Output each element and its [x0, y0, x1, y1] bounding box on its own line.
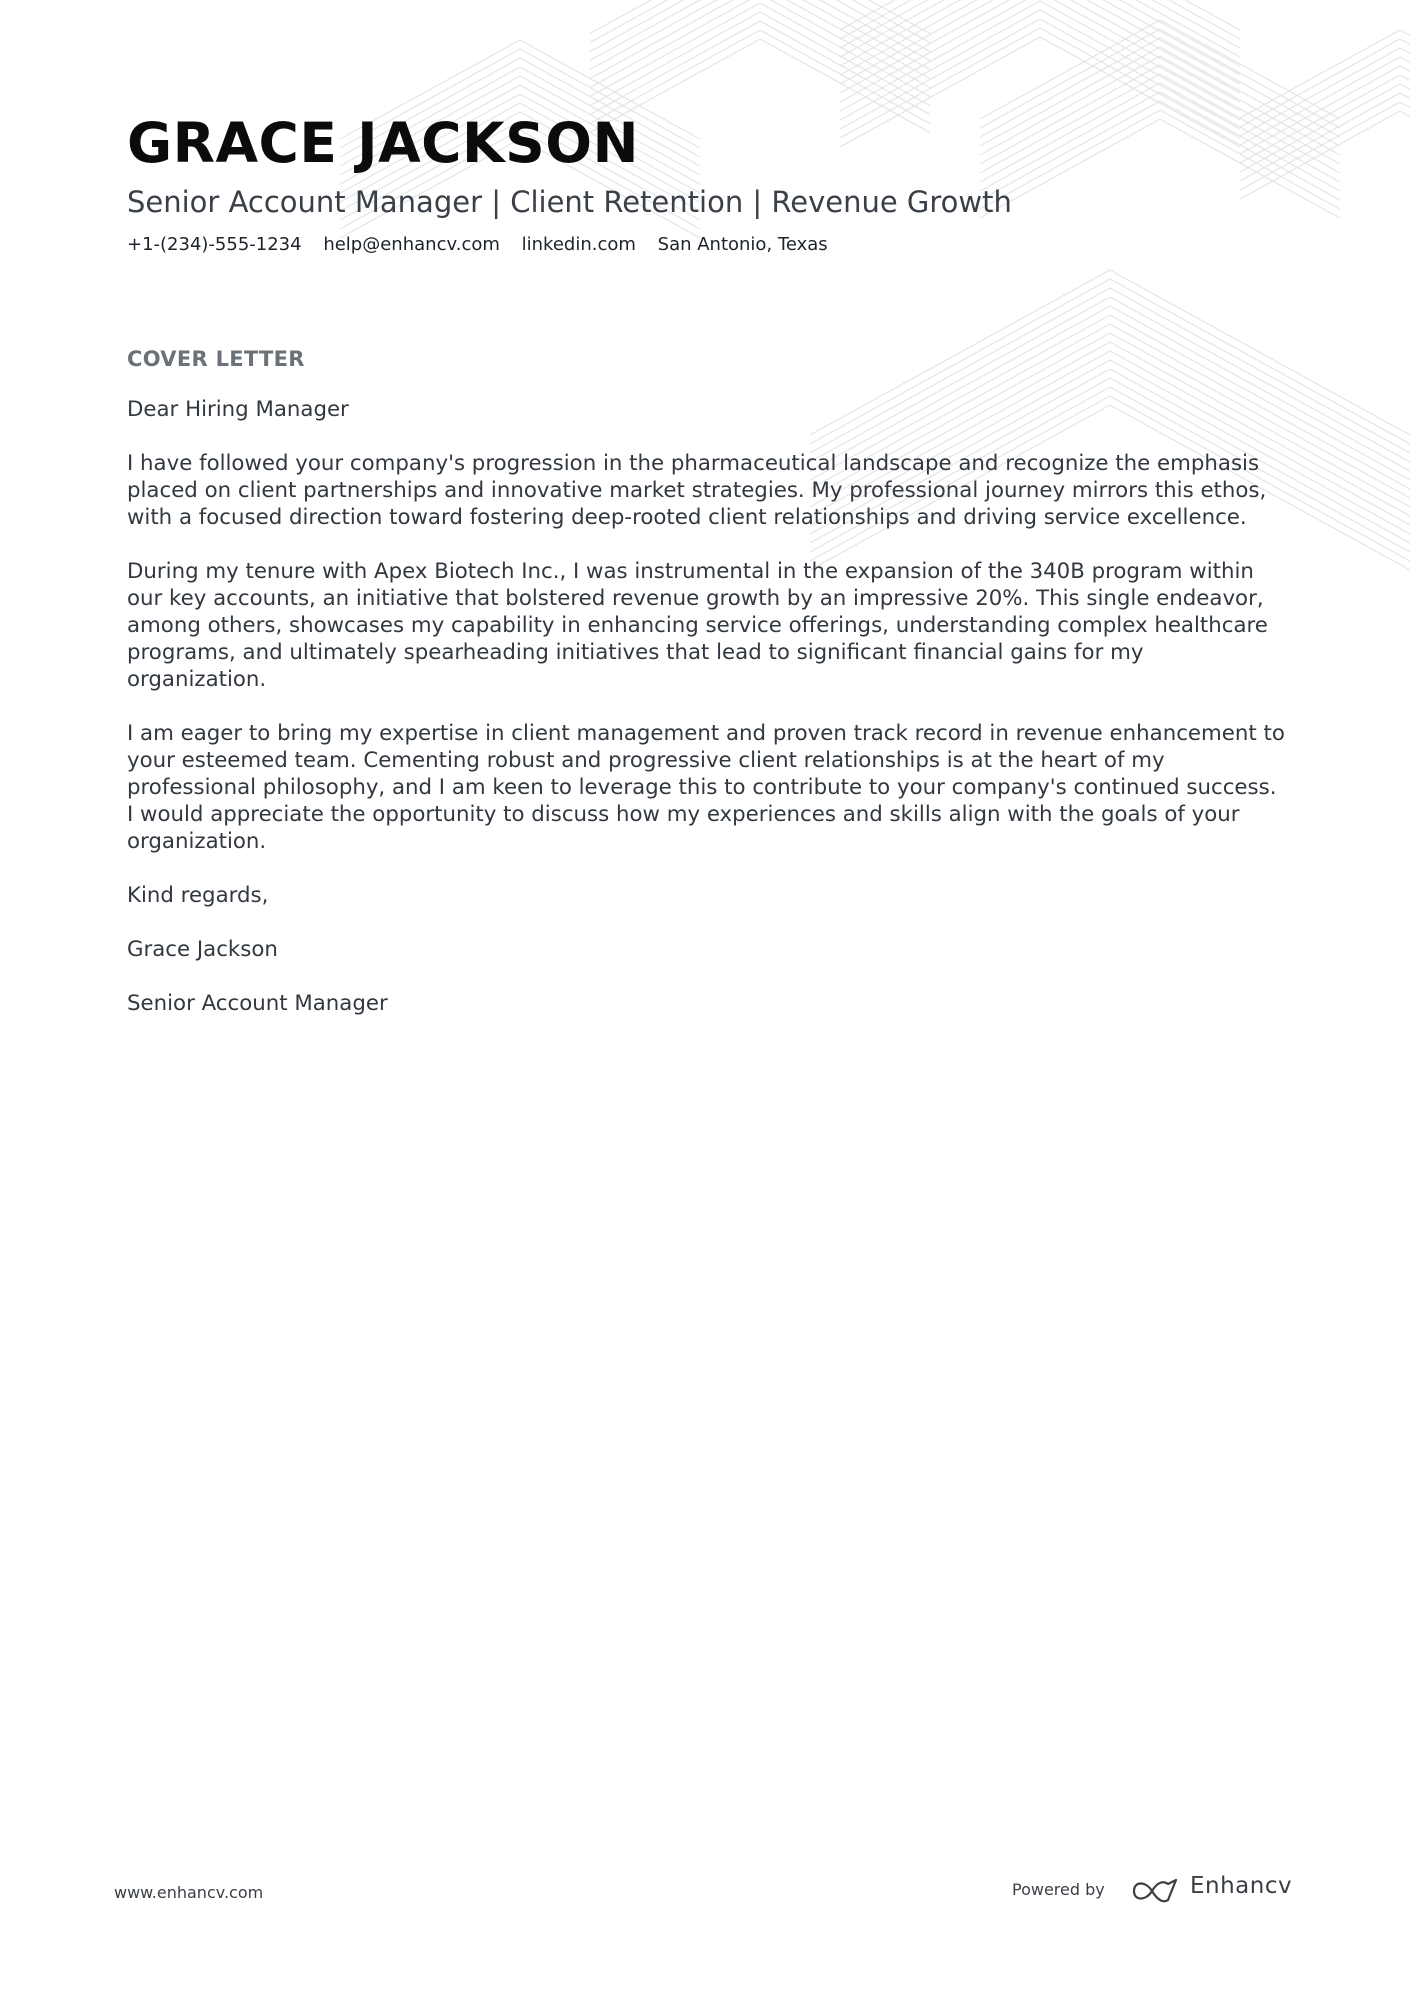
chevron-line [590, 21, 930, 115]
chevron-line [1240, 102, 1410, 190]
chevron-line [840, 0, 1240, 93]
chevron-line [1240, 93, 1410, 181]
chevron-line [590, 0, 930, 79]
closing: Kind regards, [127, 883, 269, 908]
section-title: COVER LETTER [127, 347, 305, 371]
enhancv-logo-icon [1130, 1876, 1180, 1906]
letter-paragraph-2: During my tenure with Apex Biotech Inc., I was instrumental in the expansion of the 340B program within our key accounts, an initiative that bolstered revenue growth by an impressive 20%. This single endeavor, among others, showcases my capability in enhancing service offerings, understanding complex healthcare programs, and ultimately spearheading initiatives that lead to significant financial gains for my organization. [127, 559, 1268, 692]
letter-paragraph-3: I am eager to bring my expertise in client management and proven track record in revenue enhancement to your esteemed team. Cementing robust and progressive client relationships is at the heart of my professional philosophy, and I am keen to leverage this to contribute to your company's continued success. I would appreciate the opportunity to discuss how my experiences and skills align with the goals of your organization. [127, 721, 1285, 854]
chevron-line [980, 101, 1340, 200]
chevron-line [840, 1, 1240, 111]
chevron-line [980, 74, 1340, 173]
chevron-line [840, 0, 1240, 39]
chevron-line [840, 0, 1240, 66]
signature-title: Senior Account Manager [127, 991, 388, 1016]
chevron-line [840, 0, 1240, 30]
chevron-line [980, 65, 1340, 164]
phone-text: +1-(234)-555-1234 [127, 234, 302, 255]
chevron-line [1240, 39, 1410, 127]
chevron-line [590, 0, 930, 61]
chevron-line [840, 0, 1240, 75]
chevron-line [590, 39, 930, 133]
chevron-line [980, 83, 1340, 182]
chevron-line [980, 110, 1340, 209]
chevron-line [980, 56, 1340, 155]
chevron-line [590, 0, 930, 52]
chevron-line [1240, 48, 1410, 136]
chevron-line [980, 29, 1340, 128]
chevron-line [590, 0, 930, 70]
chevron-line [1240, 57, 1410, 145]
chevron-line [840, 37, 1240, 147]
chevron-line [840, 0, 1240, 84]
footer-url-link[interactable]: www.enhancv.com [114, 1883, 264, 1902]
chevron-line [840, 0, 1240, 48]
chevron-line [980, 38, 1340, 137]
letter-paragraph-1: I have followed your company's progression in the pharmaceutical landscape and recognize the emphasis placed on client partnerships and innovative market strategies. My professional journey mirrors this ethos, with a focused direction toward fostering deep-rooted client relationships and driving service excellence. [127, 451, 1267, 530]
enhancv-brand-text: Enhancv [1190, 1873, 1293, 1899]
salutation: Dear Hiring Manager [127, 397, 349, 422]
chevron-line [1240, 84, 1410, 172]
contact-row [127, 232, 844, 258]
linkedin-link[interactable]: linkedin.com [521, 234, 636, 255]
chevron-line [590, 0, 930, 88]
chevron-line [1240, 75, 1410, 163]
chevron-line [840, 0, 1240, 57]
email-link[interactable]: help@enhancv.com [323, 234, 500, 255]
candidate-headline: Senior Account Manager | Client Retention | Revenue Growth [127, 185, 1012, 219]
chevron-line [1240, 66, 1410, 154]
chevron-line [840, 0, 1240, 102]
location-text: San Antonio, Texas [657, 234, 828, 255]
chevron-line [980, 47, 1340, 146]
chevron-line [590, 12, 930, 106]
signature-name: Grace Jackson [127, 937, 278, 962]
chevron-line [840, 28, 1240, 138]
candidate-name: GRACE JACKSON [127, 111, 640, 175]
chevron-line [840, 19, 1240, 129]
powered-by-label: Powered by [1012, 1880, 1105, 1899]
chevron-line [980, 20, 1340, 119]
chevron-line [840, 10, 1240, 120]
chevron-line [1240, 111, 1410, 199]
chevron-line [590, 0, 930, 34]
chevron-line [980, 119, 1340, 218]
chevron-line [590, 0, 930, 43]
chevron-line [980, 92, 1340, 191]
letter-body [127, 396, 1287, 1044]
chevron-line [590, 30, 930, 124]
chevron-line [590, 3, 930, 97]
chevron-line [1240, 30, 1410, 118]
